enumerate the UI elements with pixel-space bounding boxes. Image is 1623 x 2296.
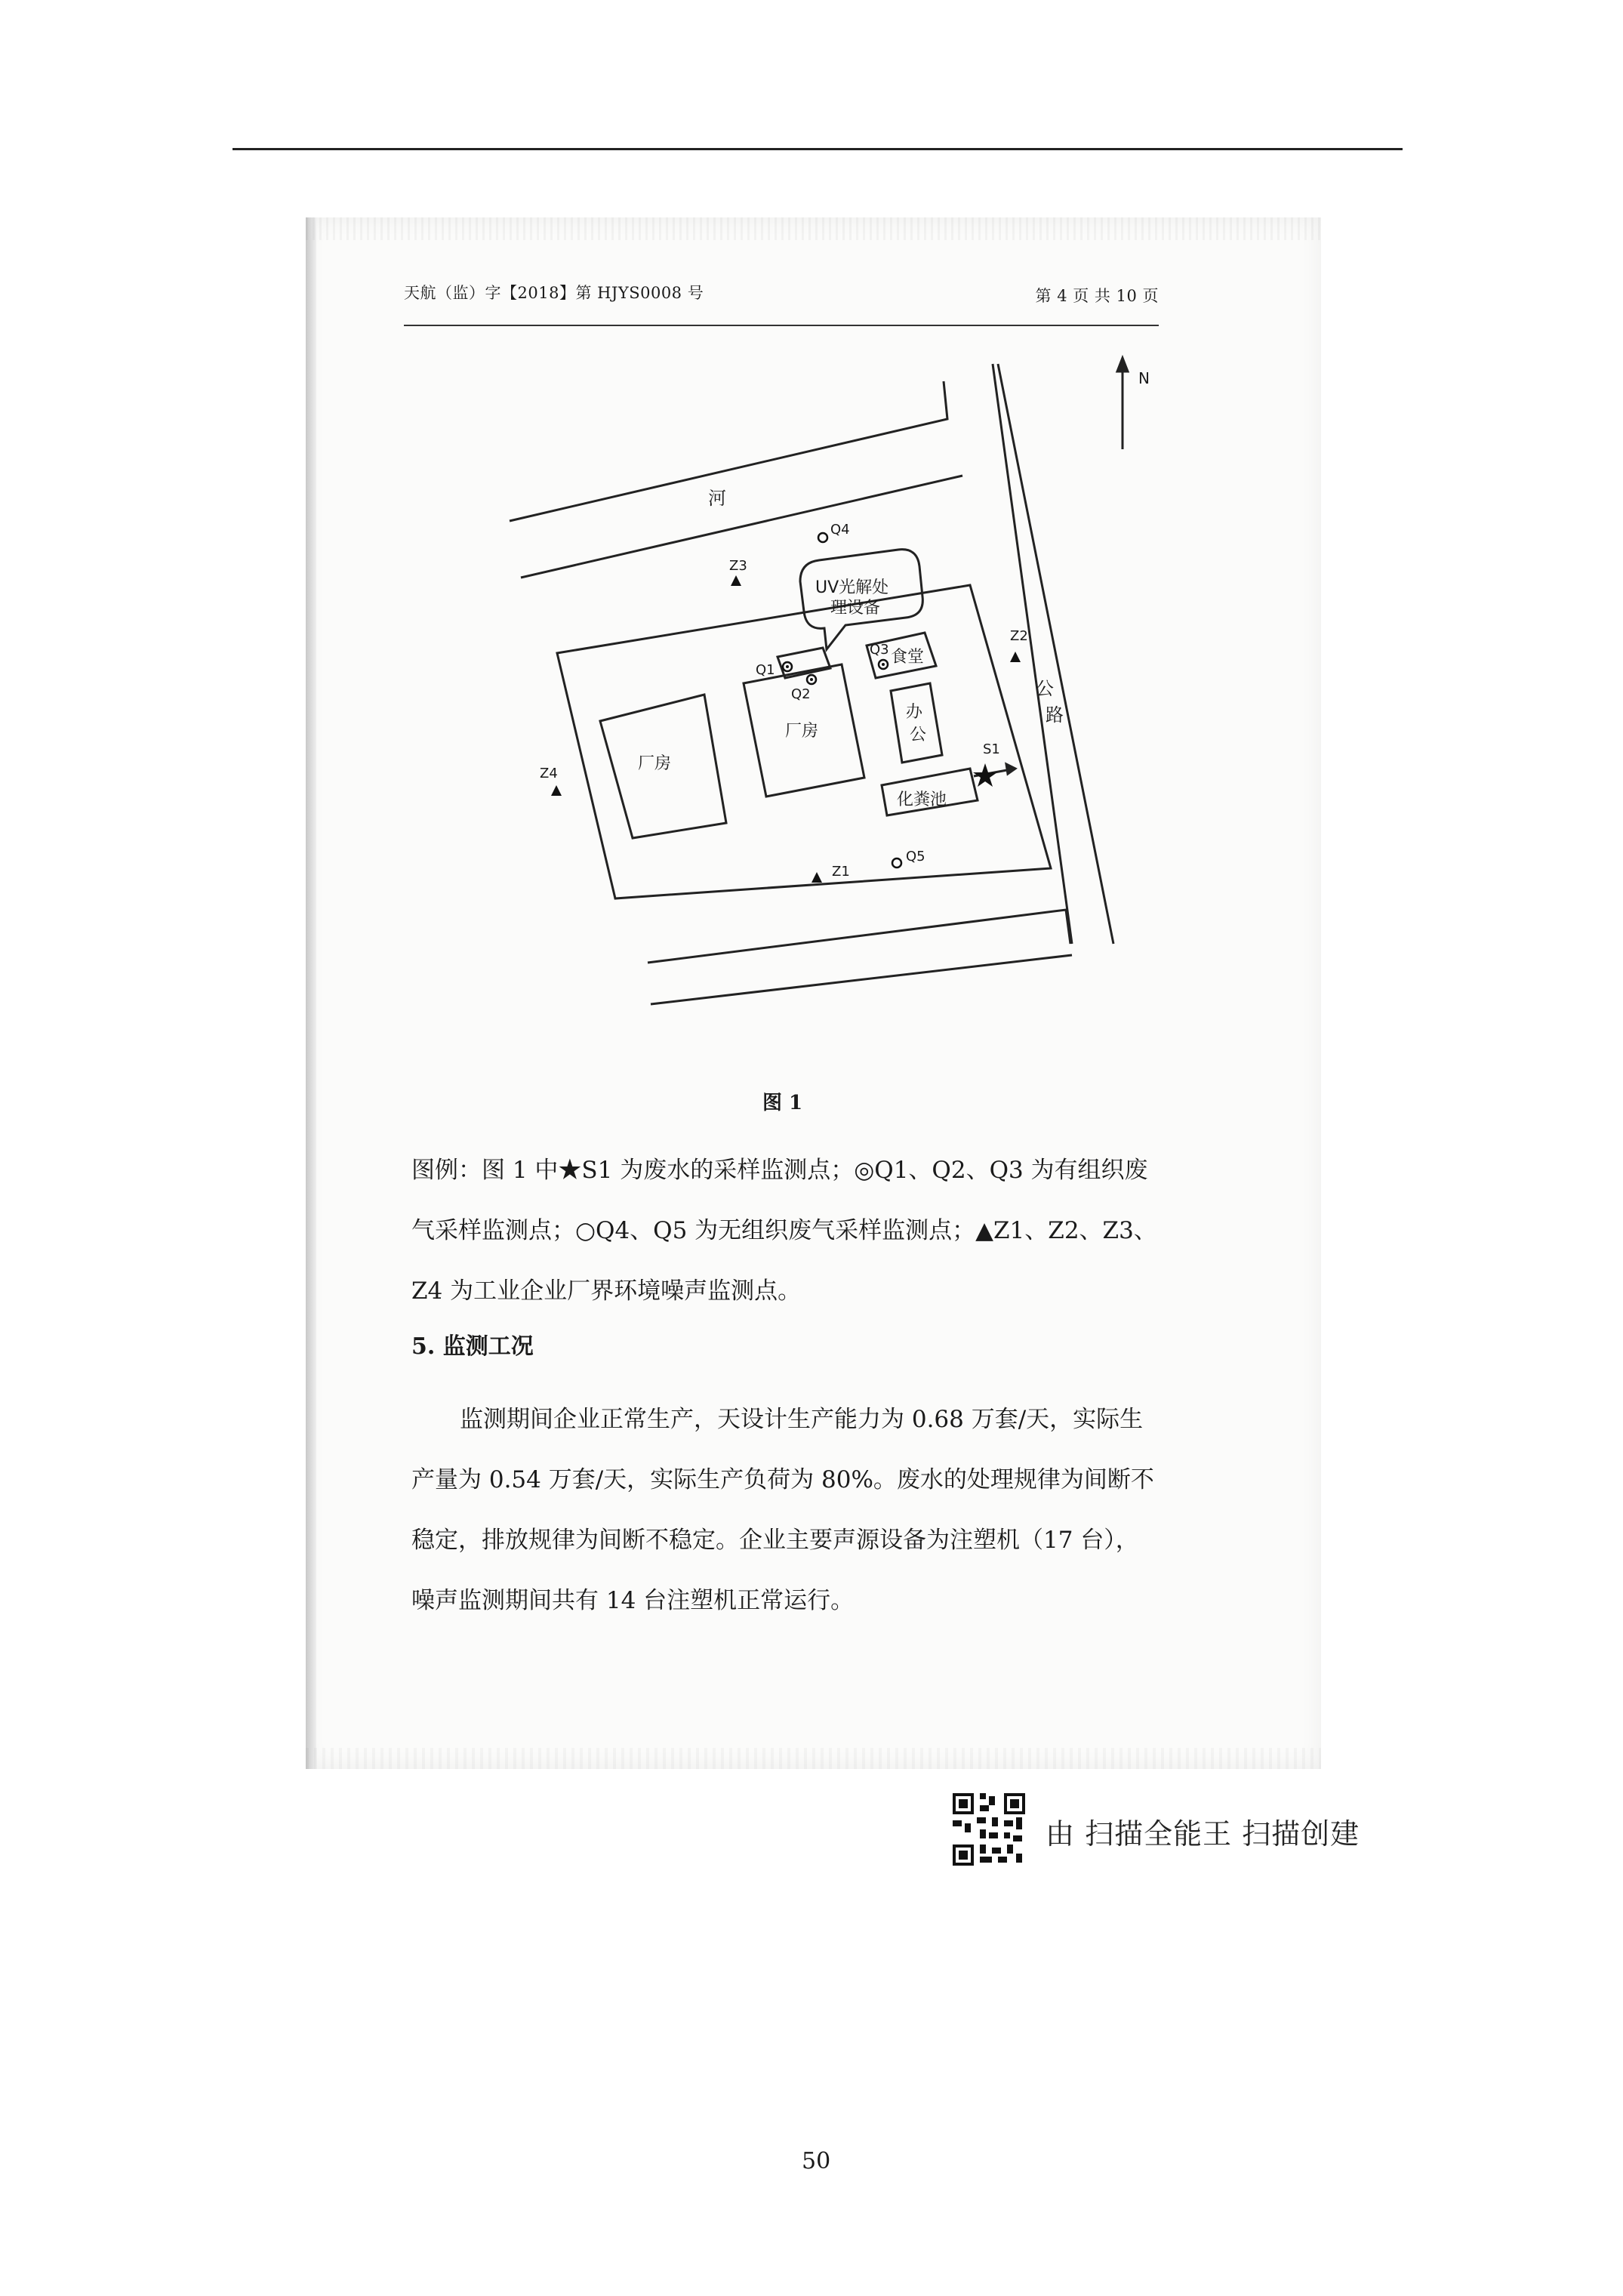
q4-gas-point	[818, 533, 827, 542]
road-edge-inner	[993, 364, 1072, 944]
z2-label: Z2	[1010, 628, 1028, 644]
q3-label: Q3	[870, 642, 889, 658]
office-label-2: 公	[910, 726, 927, 744]
q5-gas-point	[892, 858, 901, 868]
bottom-road-lower	[651, 955, 1072, 1004]
page-info: 第 4 页 共 10 页	[1035, 287, 1159, 305]
workshop-left-label: 厂房	[638, 754, 672, 773]
north-label: N	[1138, 369, 1150, 387]
road-label-1: 公	[1036, 678, 1054, 699]
q5-label: Q5	[906, 849, 925, 864]
figure-legend: 图例：图 1 中★S1 为废水的采样监测点；◎Q1、Q2、Q3 为有组织废气采样监测点；○Q4、Q5 为无组织废气采样监测点；▲Z1、Z2、Z3、Z4 为工业企业厂界环境噪声监测点。	[411, 1157, 1157, 1305]
river-label: 河	[708, 488, 726, 509]
septic-tank-label: 化粪池	[897, 791, 947, 809]
office-building	[891, 683, 942, 763]
z2-noise-point	[1010, 652, 1021, 662]
workshop-mid-label: 厂房	[785, 722, 819, 741]
site-boundary	[557, 585, 1051, 898]
z1-noise-point	[812, 872, 822, 883]
road-label-2: 路	[1046, 704, 1064, 726]
z1-label: Z1	[832, 864, 850, 880]
z4-noise-point	[551, 785, 562, 796]
q1-label: Q1	[756, 662, 775, 678]
north-arrow-head	[1117, 358, 1128, 371]
z3-noise-point	[731, 575, 741, 586]
operating-conditions-text: 监测期间企业正常生产，天设计生产能力为 0.68 万套/天，实际生产量为 0.54 万套/天，实际生产负荷为 80%。废水的处理规律为间断不稳定，排放规律为间断不稳定。企业主要声源设备为注塑机（17 台），噪声监测期间共有 14 台注塑机正常运行。	[411, 1406, 1154, 1614]
uv-label-line2: 理设备	[830, 599, 881, 618]
canteen-label: 食堂	[891, 648, 925, 667]
uv-label-line1: UV光解处	[815, 578, 889, 597]
s1-label: S1	[983, 741, 1000, 757]
document-number: 天航（监）字【2018】第 HJYS0008 号	[404, 284, 704, 302]
bottom-road-upper	[648, 910, 1070, 963]
q4-label: Q4	[830, 522, 850, 538]
office-label-1: 办	[906, 703, 923, 722]
page-number: 50	[802, 2148, 831, 2174]
figure-caption: 图 1	[762, 1092, 803, 1114]
river-bank-upper	[510, 381, 947, 521]
section-title: 5. 监测工况	[411, 1333, 534, 1360]
qr-code-icon	[953, 1793, 1025, 1866]
z3-label: Z3	[729, 558, 747, 574]
scanner-watermark: 由 扫描全能王 扫描创建	[1046, 1817, 1360, 1851]
q2-label: Q2	[791, 686, 811, 702]
z4-label: Z4	[540, 766, 558, 781]
